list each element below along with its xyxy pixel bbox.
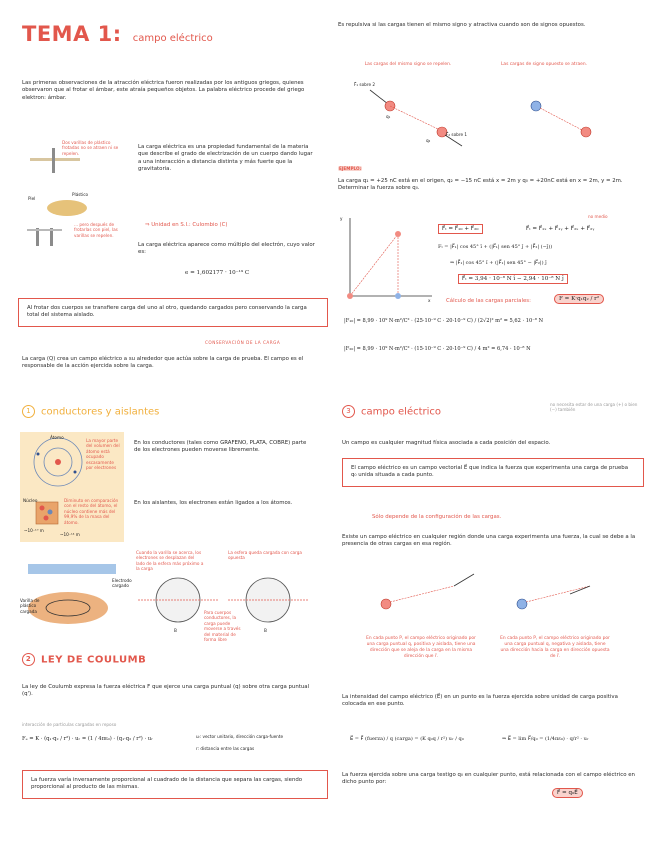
- field-line: [540, 108, 582, 130]
- charge-positive: [381, 599, 391, 609]
- conservation-label: CONSERVACIÓN DE LA CARGA: [205, 340, 281, 345]
- test-charge-paragraph: La fuerza ejercida sobre una carga testigo q₀ en cualquier punto, está relacionada con el campo eléctrico en dicho punto por:: [342, 772, 635, 786]
- field-line: [526, 586, 590, 602]
- intensity-paragraph: La intensidad del campo eléctrico (E⃗) en un punto es la fuerza ejercida sobre unidad de carga positiva colocada en ese punto.: [342, 694, 618, 708]
- repel-caption: Las cargas del mismo signo se repelen.: [364, 62, 452, 67]
- section-1-title: conductores y aislantes: [41, 406, 160, 418]
- friction-box: Al frotar dos cuerpos se transfiere carga del uno al otro, quedando cargados pero conservando la carga total del sistema aislado.: [18, 298, 328, 327]
- diag-label-2: Electrodo cargado: [112, 578, 132, 589]
- field-line: [390, 106, 440, 130]
- final-formula-wrap: [552, 790, 583, 796]
- coulomb-mini-note: interacción de partículas cargadas en reposo: [22, 722, 117, 727]
- field-eq-2: ⇒ E⃗ = lim F⃗/q₀ = (1/4πε₀) · q/r² · uᵣ: [502, 736, 589, 742]
- field-definition: Un campo es cualquier magnitud física asociada a cada posición del espacio.: [342, 440, 551, 446]
- section-3-heading: [342, 405, 441, 418]
- fig-note-2: ... pero después de frotarlas con piel, las varillas se repelen.: [74, 222, 118, 238]
- page-subtitle: campo eléctrico: [132, 33, 213, 44]
- section-2-title: LEY DE COULUMB: [41, 654, 147, 666]
- unit-line: ⇒ Unidad en S.I.: Culombio (C): [145, 222, 228, 228]
- coulomb-legend-1: uᵣ: vector unitario, dirección carga-fuente: [196, 734, 284, 739]
- side-note: no necesita estar de una carga (+) o bien (−) también: [550, 402, 638, 413]
- electron-value: e = 1,602177 · 10⁻¹⁹ C: [185, 270, 250, 276]
- fig-note-1: Dos varillas de plástico frotadas no se atraen ni se repelen.: [62, 140, 119, 156]
- diag-label-1: Varilla de plástico cargada: [20, 598, 40, 614]
- calc-2: |F₂₀| = 8,99 · 10⁹ N·m²/C² · (15·10⁻⁹ C · 20·10⁻⁹ C) / 4 m² = 6,74 · 10⁻⁸ N: [344, 346, 531, 352]
- field-figure: [350, 564, 634, 634]
- field-eq-1: E⃗ = F⃗ (fuerza) / q (carga) = (K q₀q / r²) uᵣ / q₀: [350, 736, 464, 742]
- charge-q1: [347, 293, 353, 299]
- charge-definition: La carga eléctrica es una propiedad fundamental de la materia que describe el grado de electrización de un cuerpo dando lugar a una interacción a distancia distinta y más fuerte que la gravitatoria.: [138, 144, 313, 172]
- partial-formula-wrap: [554, 296, 604, 302]
- diag-note-1: Cuando la varilla se acerca, los electrones se desplazan del lado de la esfera más próximo a la carga: [136, 550, 204, 572]
- intro-paragraph: Las primeras observaciones de la atracción eléctrica fueron realizadas por los antiguos griegos, quienes observaron que al frotar el ámbar, este atraía pequeños objetos. La palabra eléctrico procede del griego elektron: ámbar.: [22, 80, 305, 101]
- charges-figure: [350, 80, 630, 150]
- partial-label: Cálculo de las cargas parciales:: [446, 298, 531, 304]
- axes-illustration: [336, 212, 436, 312]
- distance-line: [350, 234, 398, 296]
- charges-illustration: [350, 80, 630, 150]
- electron-dot: [37, 453, 40, 456]
- rod-stand: [52, 148, 55, 173]
- eq-1-box: F⃗ₜ = F⃗₁₀ + F⃗₂₀: [438, 224, 483, 234]
- eq-1: [438, 226, 483, 232]
- eq-3: Fₜ = |F⃗₁| cos 45° î + (|F⃗₁| sen 45° ĵ + |F⃗₂| (−ĵ)): [438, 244, 553, 250]
- q2-label: q₂: [426, 138, 431, 143]
- axis-x-label: x: [428, 298, 431, 303]
- rod-shape: [28, 564, 116, 574]
- field-line: [390, 586, 454, 602]
- atom-scale-1: ~10⁻¹⁰ m: [24, 528, 44, 533]
- field-intro: La carga (Q) crea un campo eléctrico a su alrededor que actúa sobre la carga de prueba. El campo es el responsable de la acción ejercida sobre la carga.: [22, 356, 304, 370]
- neutron-dot: [48, 510, 53, 515]
- electron-dot: [74, 471, 77, 474]
- no-medio-label: no medio: [588, 214, 608, 219]
- section-3-title: campo eléctrico: [361, 406, 442, 418]
- section-2-heading: [22, 653, 146, 666]
- section-1-heading: [22, 405, 159, 418]
- sphere-label-2: B: [264, 628, 267, 633]
- calc-1: |F₁₀| = 8,99 · 10⁹ N·m²/C² · (25·10⁻⁹ C · 20·10⁻⁹ C) / (2√2)² m² = 5,62 · 10⁻⁸ N: [344, 318, 544, 324]
- atom-scale-2: ~10⁻¹⁴ m: [60, 532, 80, 537]
- field-illustration: [350, 564, 634, 634]
- coulomb-legend-2: r: distancia entre las cargas: [196, 746, 255, 751]
- rods-figure: [22, 138, 127, 250]
- atom-label: Átomo: [50, 435, 64, 440]
- sign-paragraph: Es repulsiva si las cargas tienen el mismo signo y atractiva cuando son de signos opuestos.: [338, 22, 586, 28]
- coulomb-formula: Fₑ = K · (q₁·q₂ / r²) · uᵣ = (1 / 4πε₀) · (q₁·q₂ / r²) · uᵣ: [22, 736, 153, 742]
- page-title: TEMA 1:: [22, 22, 122, 46]
- field-existence: Existe un campo eléctrico en cualquier región donde una carga experimenta una fuerza, la cual se debe a la presencia de otras cargas en esa región.: [342, 534, 636, 548]
- electron-paragraph: La carga eléctrica aparece como múltiplo del electrón, cuyo valor es:: [138, 242, 315, 256]
- header: [22, 22, 213, 46]
- proton-dot: [44, 516, 49, 521]
- fig-label-plastico: Plástico: [72, 192, 89, 197]
- section-3-number: 3: [342, 405, 355, 418]
- diag-note-2: La esfera queda cargada con carga opuesta: [228, 550, 302, 561]
- positive-caption: En cada punto P, el campo eléctrico originado por una carga puntual q, positiva y aislada, tiene una dirección que se aleja de la carga en la misma dirección que r̂.: [366, 636, 476, 659]
- nucleus-shape: [55, 459, 61, 465]
- charge-positive: [581, 127, 591, 137]
- proton-dot: [40, 506, 45, 511]
- example-tag: [338, 166, 362, 171]
- example-tag-label: EJEMPLO:: [339, 166, 362, 171]
- field-vector: [454, 574, 474, 586]
- nucleus-zoom: [36, 502, 58, 524]
- conductors-paragraph: En los conductores (tales como GRAFENO, PLATA, COBRE) parte de los electrones pueden moverse libremente.: [134, 440, 307, 454]
- eq-4: ⇒ |F⃗₁| cos 45° î + (|F⃗₁| sen 45° − |F⃗₂|) ĵ: [450, 260, 547, 266]
- final-formula: F⃗ = q₀E⃗: [552, 788, 583, 798]
- force-label-1: F⃗₁ sobre 2: [354, 82, 376, 87]
- insulators-paragraph: En los aislantes, los electrones están ligados a los átomos.: [134, 500, 293, 506]
- charge-negative: [531, 101, 541, 111]
- section-1-number: 1: [22, 405, 35, 418]
- nucleus-label: Núcleo: [23, 498, 38, 503]
- charge-negative: [517, 599, 527, 609]
- eq-5: [458, 276, 568, 282]
- charge-q2: [395, 293, 401, 299]
- depends-line: Sólo depende de la configuración de las cargas.: [372, 514, 502, 520]
- attract-caption: Las cargas de signo opuesto se atraen.: [500, 62, 588, 67]
- induction-figure: [18, 548, 316, 648]
- eq-5-box: F⃗ₜ = 3,94 · 10⁻⁸ N î − 2,94 · 10⁻⁸ N ĵ: [458, 274, 568, 284]
- atom-note-2: Diminuto en comparación con el resto del átomo, el núcleo contiene más del 99,9% de la masa del átomo.: [64, 498, 119, 525]
- atom-note-1: La mayor parte del volumen del átomo está ocupado escasamente por electrones: [86, 438, 120, 471]
- sphere-label-1: B: [174, 628, 177, 633]
- charge-q0: [395, 231, 401, 237]
- example-paragraph: La carga q₁ = +25 nC está en el origen, q₂ = −15 nC está x = 2m y q₀ = +20nC está en x = 2m, y = 2m. Determinar la fuerza sobre q₀.: [338, 178, 623, 192]
- example-diagram: [336, 212, 436, 312]
- eq-2: F⃗ₜ = F⃗₁ₓ + F⃗₁ᵧ + F⃗₂ₓ + F⃗₂ᵧ: [526, 226, 595, 232]
- fig-label-piel: Piel: [28, 196, 36, 201]
- force-arrow: [370, 90, 388, 104]
- axis-y-label: y: [340, 216, 343, 221]
- diag-note-3: Para cuerpos conductores, la carga puede moverse a través del material de forma libre: [204, 610, 241, 643]
- coulomb-box: La fuerza varía inversamente proporcional al cuadrado de la distancia que separa las cargas, siendo proporcional al producto de las mismas.: [22, 770, 328, 799]
- atom-figure: [20, 432, 124, 542]
- field-box: El campo eléctrico es un campo vectorial E⃗ que indica la fuerza que experimenta una carga de prueba q₀ unida situada a cada punto.: [342, 458, 644, 487]
- section-2-number: 2: [22, 653, 35, 666]
- q1-label: q₁: [386, 114, 391, 119]
- partial-formula: F = K·q₁q₂ / r²: [554, 294, 604, 304]
- coulomb-paragraph: La ley de Coulumb expresa la fuerza eléctrica F que ejerce una carga puntual (q) sobre otra carga puntual (q').: [22, 684, 310, 698]
- fur-shape: [47, 200, 87, 216]
- force-label-2: F⃗₂ sobre 1: [446, 132, 468, 137]
- negative-caption: En cada punto P, el campo eléctrico originado por una carga puntual q, negativa y aislada, tiene una dirección hacia la carga en dirección opuesta de r̂.: [500, 636, 610, 659]
